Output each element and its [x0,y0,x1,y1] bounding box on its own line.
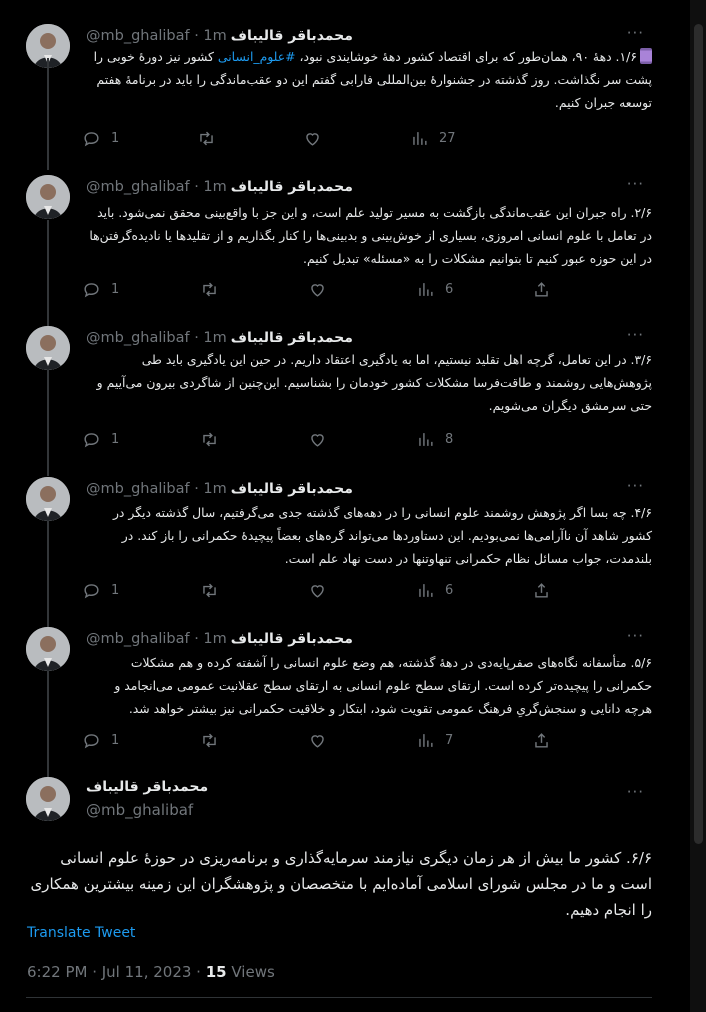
views-button[interactable] [410,129,456,148]
views-icon [410,129,429,148]
more-icon[interactable]: ··· [626,326,644,344]
reply-icon [82,731,101,750]
tweet-header [86,328,654,348]
author-name[interactable]: محمدباقر قالیباف [230,481,353,497]
tweet-text-part: ۱/۶. دههٔ ۹۰، همان‌طور که برای اقتصاد کشور دههٔ خوشایندی نبود، [295,49,637,64]
share-button[interactable] [532,280,551,299]
more-icon[interactable]: ··· [626,627,644,645]
views-icon [416,731,435,750]
more-icon[interactable]: ··· [626,783,644,801]
reply-button[interactable] [82,581,119,600]
author-name[interactable]: محمدباقر قالیباف [86,779,209,795]
author-name[interactable]: محمدباقر قالیباف [230,330,353,346]
retweet-icon [200,430,219,449]
reply-count: 1 [111,282,120,297]
tweet-3[interactable] [0,300,690,450]
tweet-header [86,177,654,197]
tweet-text: ۶/۶. کشور ما بیش از هر زمان دیگری نیازمند سرمایه‌گذاری و برنامه‌ریزی در حوزهٔ علوم انسانی است و ما در مجلس شورای اسلامی آماده‌ایم با متخصصان و پژوهشگران این زمینه بیشترین همکاری را انجام دهیم. [30,849,652,919]
author-handle-time[interactable]: @mb_ghalibaf · 1m [86,28,227,44]
retweet-button[interactable] [200,430,219,449]
reply-button[interactable] [82,129,119,148]
retweet-button[interactable] [200,280,219,299]
tweet-text-part: کشور نیز دورهٔ خوبی را پشت سر نگذاشت. روز گذشته در جشنوارهٔ بین‌المللی فارابی گفتم این دو عقب‌ماندگی را باید در برنامهٔ هفتم توسعه جبران کنیم. [93,49,652,110]
reply-icon [82,581,101,600]
reply-button[interactable] [82,280,119,299]
reply-count: 1 [111,131,120,146]
views-count: 7 [445,733,454,748]
thread-connector [47,671,49,777]
avatar[interactable] [26,326,70,370]
views-count: 6 [445,583,454,598]
share-button[interactable] [532,581,551,600]
retweet-icon [200,280,219,299]
reply-icon [82,129,101,148]
author-handle-time[interactable]: @mb_ghalibaf · 1m [86,631,227,647]
share-icon [532,581,551,600]
reply-count: 1 [111,583,120,598]
views-icon [416,430,435,449]
author-handle-time[interactable]: @mb_ghalibaf · 1m [86,179,227,195]
like-icon [308,430,327,449]
tweet-header [86,479,654,499]
tweet-text: ۳/۶. در این تعامل، گرچه اهل تقلید نیستیم، اما به یادگیری اعتقاد داریم. در حین این یادگیری باید طی پژوهش‌هایی روشمند و طاقت‌فرسا مشکلات کشور خودمان را بشناسیم. این‌چنین از شاگردی بیرون می‌آییم و حتی سرمشق دیگران می‌شویم. [96,352,652,413]
tweet-2[interactable] [0,150,690,300]
retweet-icon [197,129,216,148]
retweet-button[interactable] [200,581,219,600]
views-button[interactable] [416,581,453,600]
author-handle[interactable]: @mb_ghalibaf [86,801,194,819]
views-count: 6 [445,282,454,297]
views-count: 8 [445,432,454,447]
more-icon[interactable]: ··· [626,477,644,495]
like-icon [308,731,327,750]
like-button[interactable] [308,581,327,600]
tweet-text: ۴/۶. چه بسا اگر پژوهش روشمند علوم انسانی را در دهه‌های گذشته جدی می‌گرفتیم، سال گذشته دیگر در کشور شاهد آن ناآرامی‌ها نمی‌بودیم. این دستاوردها می‌تواند گره‌های بعضاً پیچیدهٔ حکمرانی را باز کند. در بلندمدت، جواب مسائل نظام حکمرانی تنهاوتنها در دست نهاد علم است. [112,505,652,566]
views-count: 15 [205,963,227,981]
author-handle-time[interactable]: @mb_ghalibaf · 1m [86,481,227,497]
views-button[interactable] [416,731,453,750]
reply-icon [82,430,101,449]
views-button[interactable] [416,430,453,449]
retweet-button[interactable] [197,129,216,148]
tweet-actions [82,430,562,452]
tweet-actions [82,129,562,151]
tweet-4[interactable] [0,451,690,601]
share-icon [532,280,551,299]
avatar[interactable] [26,175,70,219]
views-count: 27 [439,131,456,146]
author-name[interactable]: محمدباقر قالیباف [230,631,353,647]
like-button[interactable] [308,430,327,449]
tweet-actions [82,581,562,603]
views-icon [416,280,435,299]
reply-button[interactable] [82,430,119,449]
like-button[interactable] [303,129,322,148]
retweet-button[interactable] [200,731,219,750]
views-label: Views [226,963,275,981]
author-handle-time[interactable]: @mb_ghalibaf · 1m [86,330,227,346]
tweet-1[interactable] [0,0,690,150]
reply-icon [82,280,101,299]
tweet-header [86,629,654,649]
tweet-timestamp [27,963,275,981]
share-icon [532,731,551,750]
retweet-icon [200,731,219,750]
reply-button[interactable] [82,731,119,750]
hashtag-link[interactable]: #علوم_انسانی [217,49,296,64]
like-button[interactable] [308,280,327,299]
avatar[interactable] [26,627,70,671]
views-button[interactable] [416,280,453,299]
like-icon [308,280,327,299]
reply-count: 1 [111,733,120,748]
share-button[interactable] [532,731,551,750]
tweet-header [86,26,654,46]
like-icon [303,129,322,148]
tweet-text: ۲/۶. راه جبران این عقب‌ماندگی بازگشت به مسیر تولید علم است، و این جز با واقع‌بینی محقق نمی‌شود. باید در تعامل با علوم انسانی امروزی، بسیاری از خوش‌بینی و بدبینی‌ها را کنار بگذاریم و از تقلیدها یا نادیده‌گرفتن‌ها در این حوزه عبور کنیم تا بتوانیم مشکلات را به «مسئله» تبدیل کنیم. [89,205,652,266]
like-button[interactable] [308,731,327,750]
scrollbar-thumb[interactable] [694,24,703,844]
tweet-text: ۵/۶. متأسفانه نگاه‌های صفرپایه‌دی در دههٔ گذشته، هم وضع علوم انسانی را آشفته کرده و هم مشکلات حکمرانی را پیچیده‌تر کرده است. ارتقای سطح علوم انسانی به ارتقای سطح عقلانیت عمومی می‌انجامد و هرچه دانایی و سنجش‌گریِ فرهنگ عمومی تقویت شود، ابتکار و خلاقیت حکمرانی نیز بیشتر خواهد شد. [114,655,652,716]
tweet-text [86,45,652,114]
more-icon[interactable]: ··· [626,175,644,193]
thread-connector [47,58,49,84]
spool-emoji-icon [640,48,652,64]
timestamp-text[interactable]: 6:22 PM · Jul 11, 2023 · [27,963,206,981]
divider [26,997,652,998]
like-icon [308,581,327,600]
tweet-actions [82,731,562,753]
author-name[interactable]: محمدباقر قالیباف [230,28,353,44]
reply-count: 1 [111,432,120,447]
scrollbar[interactable] [690,0,706,1012]
avatar[interactable] [26,777,70,821]
retweet-icon [200,581,219,600]
views-icon [416,581,435,600]
more-icon[interactable]: ··· [626,24,644,42]
avatar[interactable] [26,477,70,521]
tweet-5[interactable] [0,601,690,751]
author-name[interactable]: محمدباقر قالیباف [230,179,353,195]
translate-tweet-link[interactable]: Translate Tweet [27,925,136,941]
tweet-actions [82,280,562,302]
